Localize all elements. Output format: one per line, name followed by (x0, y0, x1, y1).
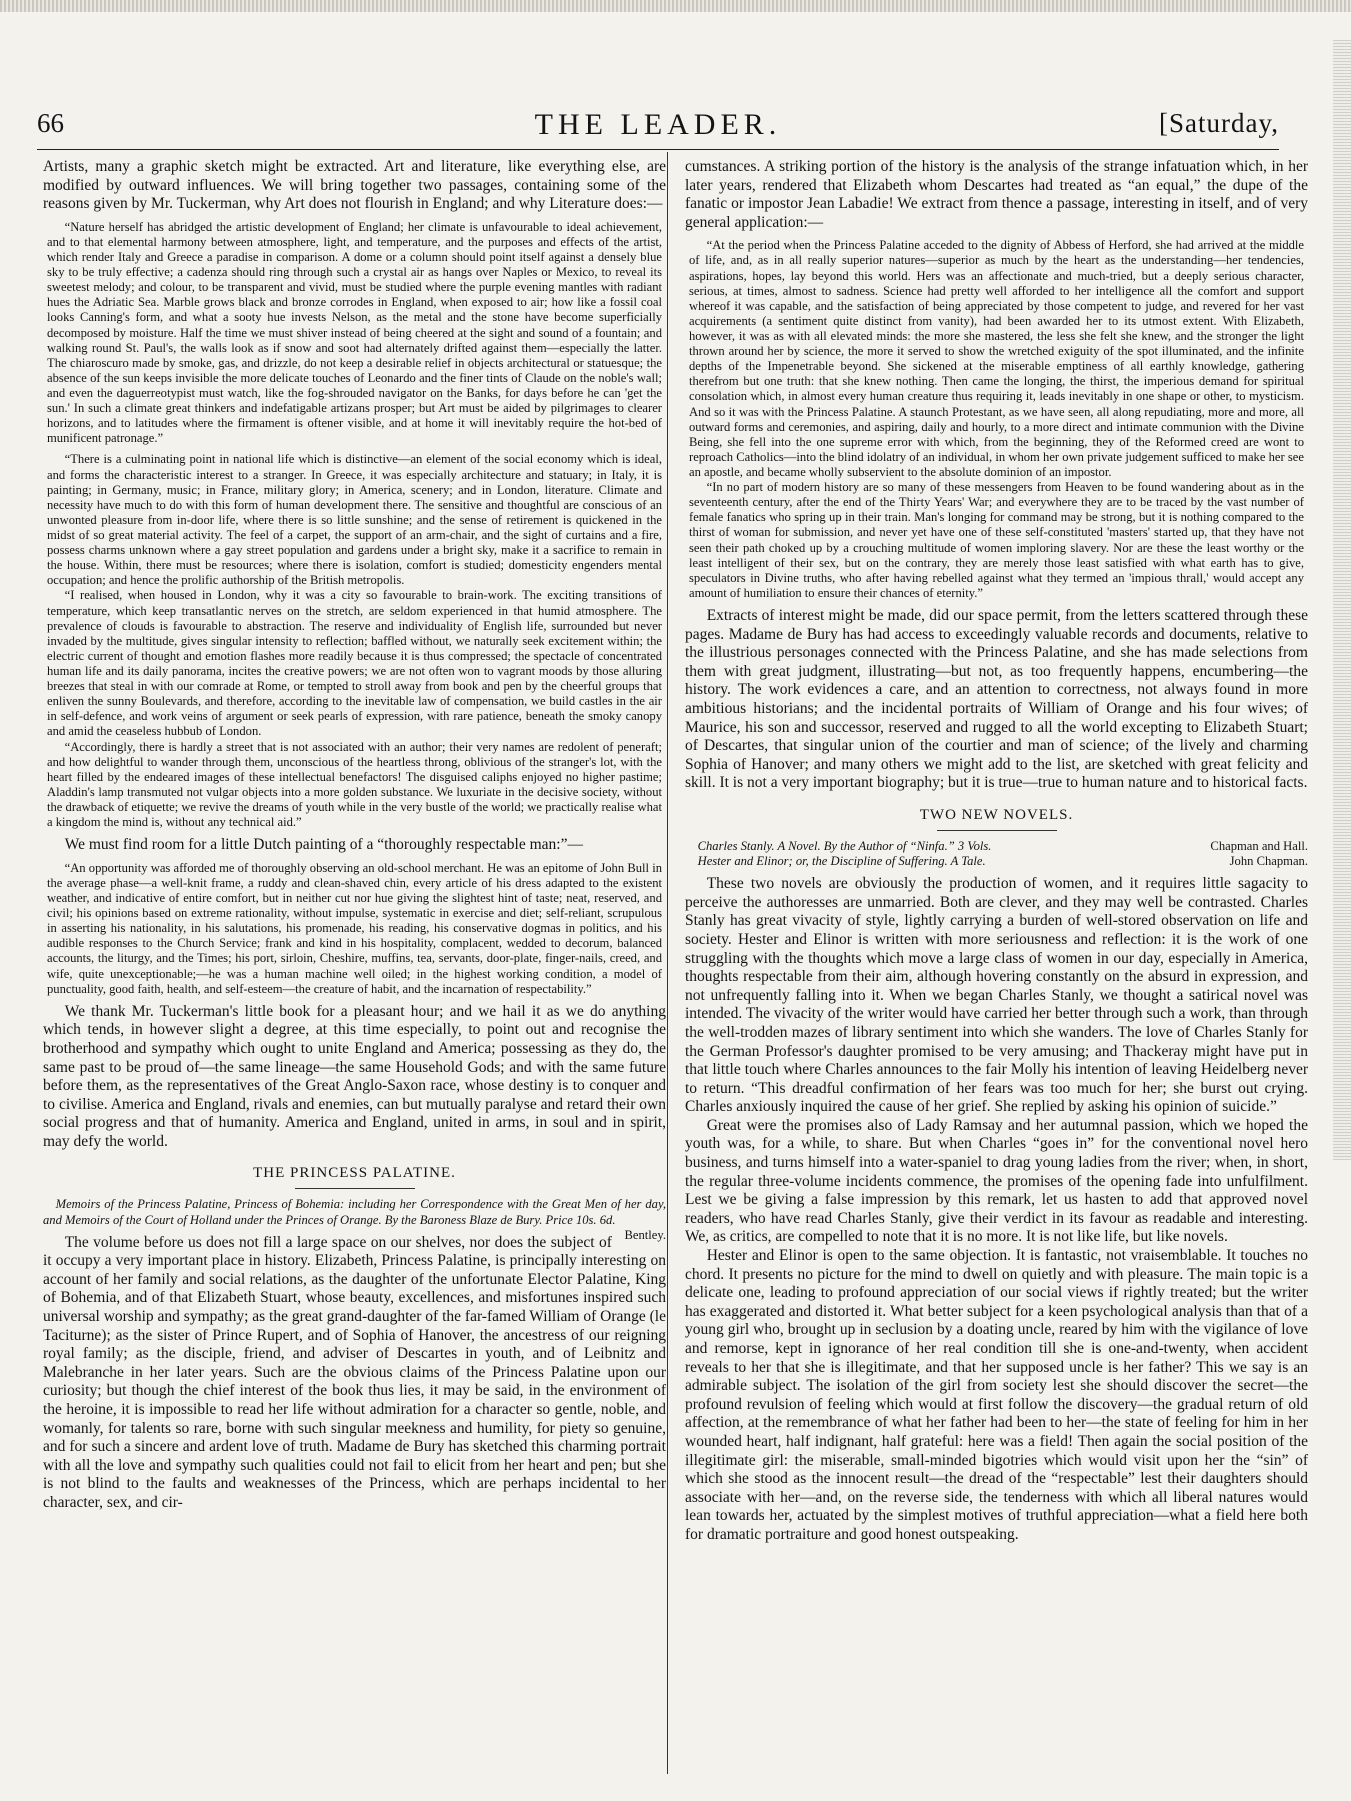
quoted-passage: “I realised, when housed in London, why it was a city so favourable to brain-work. The exciting transitions of temperature, which keep transatlantic nerves on the stretch, are seldom experienced in that humid atmosphere. The prevalence of clouds is favourable to abstraction. The reserve and individuality of English life, surrounded but never invaded by the multitude, gives singular intensity to reflection; baffled without, we naturally seek excitement within; the electric current of thought and emotion flashes more readily because it is thus compressed; the spectacle of concentrated human life and its daily panorama, incites the creative powers; we are not often won to vagrant moods by those alluring breezes that steal in with our comrade at Rome, or tempted to stroll away from book and pen by the cheerful groups that enliven the sunny Boulevards, and therefore, according to the inevitable law of compensation, we build castles in the air in self-defence, and work veins of argument or seek pearls of expression, with rare patience, beneath the smoky canopy and amid the ceaseless hubbub of London. (47, 588, 662, 739)
section-heading: THE PRINCESS PALATINE. (253, 1165, 456, 1182)
citation-text: Charles Stanly. A Novel. By the Author of “Ninfa.” 3 Vols. (697, 838, 992, 853)
right-column (685, 158, 1308, 1545)
column-divider (667, 152, 668, 1774)
article-paragraph: Hester and Elinor is open to the same objection. It is fantastic, not vraisemblable. It touches no chord. It presents no picture for the mind to dwell on quietly and with pleasure. The main topic is a delicate one, leading to profound appreciation of our social views if rightly treated; but the writer has exaggerated and distorted it. What better subject for a keen psychological analysis than that of a young girl who, brought up in seclusion by a doating uncle, reared by him with the vigilance of love and remorse, kept in ignorance of her real condition till she is one-and-twenty, when accident reveals to her that she is illegitimate, and that her supposed uncle is her father? This we say is an admirable subject. The isolation of the girl from society lest she should discover the secret—the profound revulsion of feeling which would at first follow the discovery—the gradual return of old affection, at the remembrance of what her father had been to her—the state of feeling for him in her wounded heart, half indignant, half grateful: here was a field! Then again the social position of the illegitimate girl: the miserable, small-minded bigotries which would visit upon her the “sin” of which she stood as the innocent result—the dread of the “respectable” lest their daughters should associate with her—and, on the reverse side, the tenderness with which all liberal natures would lean towards her, actuated by the simplest motives of truthful appreciation—what a field here both for dramatic portraiture and good honest outspeaking. (685, 1247, 1308, 1543)
article-paragraph: Great were the promises also of Lady Ramsay and her autumnal passion, which we hoped the youth was, for a while, to share. But when Charles “goes in” for the conventional novel hero business, and turns himself into a water-spaniel to drag young ladies from the river; when, in short, the regular three-volume incidents commence, the promises of the opening fade into unfulfilment. Lest we be giving a false impression by this remark, let us hasten to add that approved novel readers, who have read Charles Stanly, give their verdict in its favour as readable and interesting. We, as critics, are compelled to note that it is no more. It is not like life, but like novels. (685, 1116, 1308, 1246)
publisher: Chapman and Hall. (1210, 838, 1308, 853)
quoted-passage: “In no part of modern history are so many of these messengers from Heaven to be found wandering about as in the seventeenth century, after the end of the Thirty Years' War; and everywhere they are to be traced by the vast number of female fanatics who spring up in their train. Man's longing for command may be strong, but it is nothing compared to the thirst of woman for submission, and never yet have one of these self-constituted 'masters' started up, that they have not seen their path choked up by a crouching multitude of women imploring slavery. Nor are these the least worthy or the least intelligent of their sex, but on the contrary, they are merely those least satisfied with what earth has to give, speculators in Divine truths, who after having rebelled against what they termed an 'impious thrall,' would accept any amount of humiliation to ensure their chances of eternity.” (689, 480, 1304, 600)
left-column (43, 158, 666, 1513)
issue-day: [Saturday, (1159, 108, 1279, 138)
citation-text: Memoirs of the Princess Palatine, Princess of Bohemia: including her Correspondence with the Great Men of her day, and Memoirs of the Court of Holland under the Princes of Orange. By the Baroness Blaze de Bury. Price 10s. 6d. (43, 1197, 666, 1227)
article-paragraph: Artists, many a graphic sketch might be extracted. Art and literature, like everything else, are modified by outward influences. We will bring together two passages, containing some of the reasons given by Mr. Tuckerman, why Art does not flourish in England; and why Literature does:— (43, 158, 666, 213)
publisher: John Chapman. (1229, 854, 1308, 869)
masthead-rule (37, 149, 1279, 150)
book-citation (43, 1197, 666, 1242)
heading-rule (937, 830, 1057, 831)
book-citation (685, 839, 1308, 854)
book-citation (685, 854, 1308, 869)
article-paragraph: We thank Mr. Tuckerman's little book for a pleasant hour; and we hail it as we do anything which tends, in however slight a degree, at this time especially, to point out and recognise the brotherhood and sympathy which ought to unite England and America; possessing as they do, the same past to be proud of—the same lineage—the same Household Gods; and with the same future before them, as the representatives of the Great Anglo-Saxon race, whose destiny is to conquer and to civilise. America and England, rivals and enemies, can but mutually paralyse and retard their own social progress and that of humanity. America and England, united in arms, in soul and in spirit, may defy the world. (43, 1002, 666, 1150)
publisher: Bentley. (624, 1227, 666, 1242)
quoted-passage: “At the period when the Princess Palatine acceded to the dignity of Abbess of Herford, she had arrived at the middle of life, and, as in all really superior natures—superior as much by the heart as the understanding—her tendencies, aspirations, hopes, lay beyond this world. Hers was an affectionate and much-tried, but a deeply serious character, serious, at times, almost to sadness. Science had pretty well afforded to her intelligence all the comfort and support whereof it was capable, and the satisfaction of being appreciated by those competent to judge, and revered for her vast acquirements (a sentiment quite distinct from vanity), had been awarded her to its utmost extent. With Elizabeth, however, it was as with all elevated minds: the more she mastered, the less she felt she knew, and the stronger the light thrown around her by science, the more it served to show the wretched exiguity of the spot illuminated, and the infinite depths of the Impenetrable beyond. She sickened at the miserable emptiness of all earthly knowledge, gathering therefrom but one truth: that she knew nothing. Then came the longing, the thirst, the imperious demand for spiritual consolation which, in almost every human creature thus requiring it, leads inevitably in one shape or other, to mysticism. And so it was with the Princess Palatine. A staunch Protestant, as we have seen, all along repudiating, more and more, all outward forms and ceremonies, and aspiring, daily and hourly, to a more direct and intimate communion with the Divine Being, she fell into the one supreme error with which, from the beginning, they of the Reformed creed are wont to reproach Catholics—into the blind idolatry of an individual, in whom her own private judgement sufficed to make her see an apostle, and became wholly subservient to the absolute dominion of an impostor. (689, 238, 1304, 480)
page-number: 66 (37, 108, 64, 138)
article-paragraph: Extracts of interest might be made, did our space permit, from the letters scattered through these pages. Madame de Bury has had access to exceedingly valuable records and documents, relative to the illustrious personages connected with the Princess Palatine, and she has made selections from them with great judgment, illustrating—but not, as too frequently happens, encumbering—the history. The work evidences a care, and an attention to correctness, not always found in more ambitious historians; and the incidental portraits of William of Orange and his four wives; of Maurice, his son and successor, reserved and rugged to all the world excepting to Elizabeth Stuart; of Descartes, that singular union of the courtier and man of science; of the lively and charming Sophia of Hanover; and many others we might add to the list, are sketched with great felicity and skill. It is not a very important biography; but it is true—true to human nature and to historical facts. (685, 607, 1308, 792)
masthead (37, 108, 1279, 148)
article-paragraph: The volume before us does not fill a large space on our shelves, nor does the subject of it occupy a very important place in history. Elizabeth, Princess Palatine, is principally interesting on account of her family and social relations, as the daughter of the unfortunate Elector Palatine, King of Bohemia, and of that Elizabeth Stuart, whose beauty, excellences, and misfortunes inspired such universal worship and sympathy; as the great grand-daughter of the far-famed William of Orange (le Taciturne); as the sister of Prince Rupert, and of Sophia of Hanover, the ancestress of our reigning royal family; as the disciple, friend, and adviser of Descartes in youth, and of Leibnitz and Malebranche in her later years. Such are the obvious claims of the Princess Palatine upon our curiosity; but though the chief interest of the book thus lies, it may be said, in the environment of the heroine, it is impossible to read her life without admiration for a character so gentle, noble, and womanly, for talents so rare, borne with such singular meekness and humility, for piety so genuine, and for such a sincere and ardent love of truth. Madame de Bury has sketched this charming portrait with all the love and sympathy such qualities could not fail to elicit from her heart and pen; but she is not blind to the faults and weaknesses of the Princess, which are perhaps incidental to her character, sex, and cir- (43, 1233, 666, 1512)
heading-rule (295, 1188, 415, 1189)
scan-edge-top (0, 0, 1351, 12)
article-paragraph: These two novels are obviously the production of women, and it requires little sagacity to perceive the authoresses are unmarried. Both are clever, and they may well be contrasted. Charles Stanly has great vivacity of style, lightly carrying a burden of well-stored observation on life and society. Hester and Elinor is written with more seriousness and reflection: it is the work of one struggling with the thoughts which move a large class of women in our day, especially in America, thoughts respectable from their aim, although hovering constantly on the absurd in expression, and not unfrequently falling into it. When we began Charles Stanly, we thought a satirical novel was intended. The vivacity of the writer would have carried her better through such a work, than through the well-trodden mazes of library sentiment into which she wanders. The love of Charles Stanly for the German Professor's daughter promised to be very amusing; and Thackeray might have put in that little touch where Charles announces to the fair Molly his intention of leaving Heidelberg never to return. “This dreadful confirmation of her fears was too much for her; she burst out crying. Charles anxiously inquired the cause of her grief. She replied by asking his opinion of suicide.” (685, 875, 1308, 1116)
section-heading: TWO NEW NOVELS. (919, 806, 1074, 823)
quoted-passage: “There is a culminating point in national life which is distinctive—an element of the social economy which is ideal, and forms the characteristic interest to a stranger. In Greece, it was especially architecture and statuary; in Italy, it is painting; in Germany, music; in France, military glory; in America, scenery; and in London, literature. Climate and necessity have much to do with this form of human development there. The sensitive and thoughtful are conscious of an unwonted pleasure from in-door life, where there is so little sunshine; and the sense of retirement is quickened in the midst of so great material activity. The feel of a carpet, the support of an arm-chair, and the sight of curtains and a fire, possess charms unknown where a gay street population and gardens under a bright sky, make it a sacrifice to remain in the house. Within, there must be resources; where there is isolation, comfort is studied; domesticity engenders mental occupation; and hence the prolific authorship of the British metropolis. (47, 452, 662, 588)
article-paragraph: We must find room for a little Dutch painting of a “thoroughly respectable man:”— (64, 836, 583, 854)
quoted-passage: “An opportunity was afforded me of thoroughly observing an old-school merchant. He was an epitome of John Bull in the average phase—a well-knit frame, a ruddy and clean-shaved chin, every article of his dress adapted to the existent weather, and indicative of entire comfort, but in neither cut nor hue giving the slightest hint of taste; neat, reserved, and civil; his opinions based on extreme rationality, without impulse, systematic in exercise and diet; self-reliant, scrupulous in asserting his nationality, in his salutations, his promenade, his reading, his conservative dogmas in politics, and his audible responses to the Church Service; frank and kind in his hospitality, complacent, wedded to decorum, balanced accounts, the liturgy, and the Times; his port, sirloin, Cheshire, muffins, tea, servants, door-plate, finger-nails, creed, and wife, quite unexceptionable;—he was a human machine well oiled; in the highest working condition, a model of punctuality, good faith, health, and self-esteem—the creature of habit, and the incarnation of respectability.” (47, 860, 662, 996)
scan-edge-right (1333, 40, 1351, 1160)
citation-text: Hester and Elinor; or, the Discipline of Suffering. A Tale. (697, 854, 986, 869)
quoted-passage: “Accordingly, there is hardly a street that is not associated with an author; their very names are redolent of peneraft; and how delightful to wander through them, unconscious of the heartless throng, oblivious of the stranger's lot, with the heart filled by the endeared images of these intellectual benefactors! The disguised caliphs enjoyed no higher pastime; Aladdin's lamp transmuted not vulgar objects into a more golden substance. We luxuriate in the decisive society, without the drawback of etiquette; we revive the dreams of youth while in the very bustle of the world; we practically realise what a kingdom the mind is, without any technical aid.” (47, 739, 662, 830)
newspaper-title: THE LEADER. (534, 108, 782, 141)
article-paragraph: cumstances. A striking portion of the history is the analysis of the strange infatuation which, in her later years, rendered that Elizabeth whom Descartes had treated as “an equal,” the dupe of the fanatic or impostor Jean Labadie! We extract from thence a passage, interesting in itself, and of very general application:— (685, 158, 1308, 231)
quoted-passage: “Nature herself has abridged the artistic development of England; her climate is unfavourable to ideal achievement, and to that elemental harmony between atmosphere, light, and temperature, and the purposes and effects of the artist, which render Italy and Greece a paradise in comparison. A dome or a column should point itself against a densely blue sky to be truly effective; a cadenza should ring through such a crystal air as hangs over Naples or Mexico, to reveal its sweetest melody; and colour, to be transparent and vivid, must be studied where the purple evening mantles with radiant hues the Adriatic Sea. Marble grows black and bronze corrodes in England, when exposed to air; how like a fossil coal looks Canning's form, and what a sooty hue invests Nelson, as the metal and the stone have become superficially decomposed by moisture. Half the time we must shiver instead of being cheered at the sight and sound of a fountain; and walking round St. Paul's, the walls look as if snow and soot had alternately drifted against them—especially the latter. The chiaroscuro made by smoke, gas, and drizzle, do not keep a desirable relief in objects architectural or statuesque; the absence of the sun keeps invisible the more delicate touches of Leonardo and the finer tints of Claude on the noble's wall; and even the daguerreotypist must watch, like the fog-shrouded navigator on the Banks, for days before he can 'get the sun.' In such a climate great thinkers and indefatigable artizans prosper; but Art must be aided by pilgrimages to clearer horizons, and to latitudes where the firmament is oftener visible, and at home it will inevitably require the hot-bed of munificent patronage.” (47, 219, 662, 446)
